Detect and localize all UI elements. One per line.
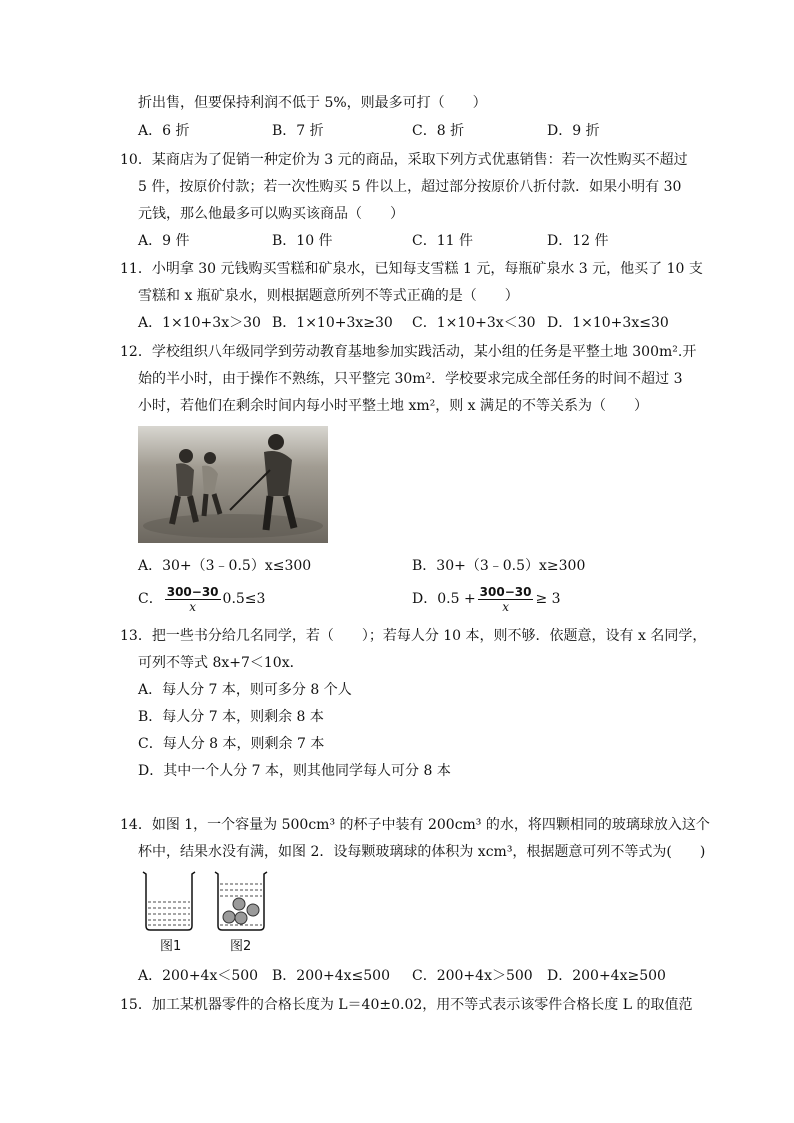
figure-1-caption: 图1 — [160, 939, 182, 954]
q14-line-2: 杯中，结果水没有满，如图 2．设每颗玻璃球的体积为 xcm³，根据题意可列不等式为( ) — [138, 844, 706, 860]
q10-line-2: 5 件，按原价付款；若一次性购买 5 件以上，超过部分按原价八折付款．如果小明有 30 — [138, 179, 682, 195]
figure-1-beaker — [140, 870, 198, 936]
figure-2-beaker-with-balls — [212, 870, 270, 936]
q13-option-c: C．每人分 8 本，则剩余 7 本 — [138, 736, 325, 752]
q11-option-b: B．1×10+3x≥30 — [272, 315, 393, 331]
q11-option-a: A．1×10+3x＞30 — [138, 315, 261, 331]
q12-option-d — [412, 582, 561, 616]
q13-line-1: 13．把一些书分给几名同学，若（ ）；若每人分 10 本，则不够．依题意，设有 x 名同学， — [120, 628, 707, 644]
q11-option-c: C．1×10+3x＜30 — [412, 315, 536, 331]
q9-option-c: C．8 折 — [412, 123, 465, 139]
q10-option-d: D．12 件 — [547, 233, 609, 249]
q12-option-d-rest: ≥ 3 — [535, 591, 561, 607]
q12-option-c-label: C． — [138, 591, 163, 607]
q13-option-b: B．每人分 7 本，则剩余 8 本 — [138, 709, 324, 725]
q10-option-c: C．11 件 — [412, 233, 473, 249]
q13-option-d: D．其中一个人分 7 本，则其他同学每人可分 8 本 — [138, 763, 451, 779]
q14-line-1: 14．如图 1，一个容量为 500cm³ 的杯子中装有 200cm³ 的水，将四颗相同的玻璃球放入这个 — [120, 817, 710, 833]
q12-option-c-denominator: x — [189, 599, 197, 614]
q11-line-2: 雪糕和 x 瓶矿泉水，则根据题意所列不等式正确的是（ ） — [138, 288, 519, 304]
q12-option-c-rest: 0.5≤3 — [222, 591, 266, 607]
q15-line-1: 15．加工某机器零件的合格长度为 L＝40±0.02，用不等式表示该零件合格长度 L 的取值范 — [120, 997, 693, 1013]
q12-line-1: 12．学校组织八年级同学到劳动教育基地参加实践活动，某小组的任务是平整土地 300m².开 — [120, 344, 697, 360]
q13-option-a: A．每人分 7 本，则可多分 8 个人 — [138, 682, 352, 698]
q14-option-d: D．200+4x≥500 — [547, 968, 666, 984]
students-working-photo — [138, 426, 328, 543]
q12-line-3: 小时，若他们在剩余时间内每小时平整土地 xm²，则 x 满足的不等关系为（ ） — [138, 398, 649, 414]
q12-option-d-label: D．0.5 + — [412, 591, 476, 607]
q12-option-d-fraction — [478, 585, 534, 614]
q12-option-c-numerator: 300−30 — [166, 584, 219, 599]
q11-line-1: 11．小明拿 30 元钱购买雪糕和矿泉水，已知每支雪糕 1 元，每瓶矿泉水 3 元，他买了 10 支 — [120, 261, 703, 277]
q11-option-d: D．1×10+3x≤30 — [547, 315, 669, 331]
q14-option-b: B．200+4x≤500 — [272, 968, 390, 984]
q10-line-3: 元钱，那么他最多可以购买该商品（ ） — [138, 206, 404, 222]
q10-line-1: 10．某商店为了促销一种定价为 3 元的商品，采取下列方式优惠销售：若一次性购买不超过 — [120, 152, 688, 168]
q14-option-c: C．200+4x＞500 — [412, 968, 533, 984]
q12-line-2: 始的半小时，由于操作不熟练，只平整完 30m²．学校要求完成全部任务的时间不超过 3 — [138, 371, 683, 387]
q9-stem: 折出售，但要保持利润不低于 5%，则最多可打（ ） — [138, 95, 487, 111]
figure-2-caption: 图2 — [230, 939, 252, 954]
q9-option-d: D．9 折 — [547, 123, 600, 139]
q13-line-2: 可列不等式 8x+7＜10x． — [138, 655, 304, 671]
q12-option-b: B．30+（3﹣0.5）x≥300 — [412, 558, 586, 574]
q10-option-a: A．9 件 — [138, 233, 190, 249]
q12-option-c-fraction — [165, 585, 221, 614]
q14-option-a: A．200+4x＜500 — [138, 968, 259, 984]
q12-option-c — [138, 582, 265, 616]
q12-option-d-denominator: x — [502, 599, 509, 614]
q10-option-b: B．10 件 — [272, 233, 333, 249]
q9-option-a: A．6 折 — [138, 123, 190, 139]
q12-option-d-numerator: 300−30 — [479, 584, 532, 599]
q12-option-a: A．30+（3﹣0.5）x≤300 — [138, 558, 312, 574]
q9-option-b: B．7 折 — [272, 123, 324, 139]
